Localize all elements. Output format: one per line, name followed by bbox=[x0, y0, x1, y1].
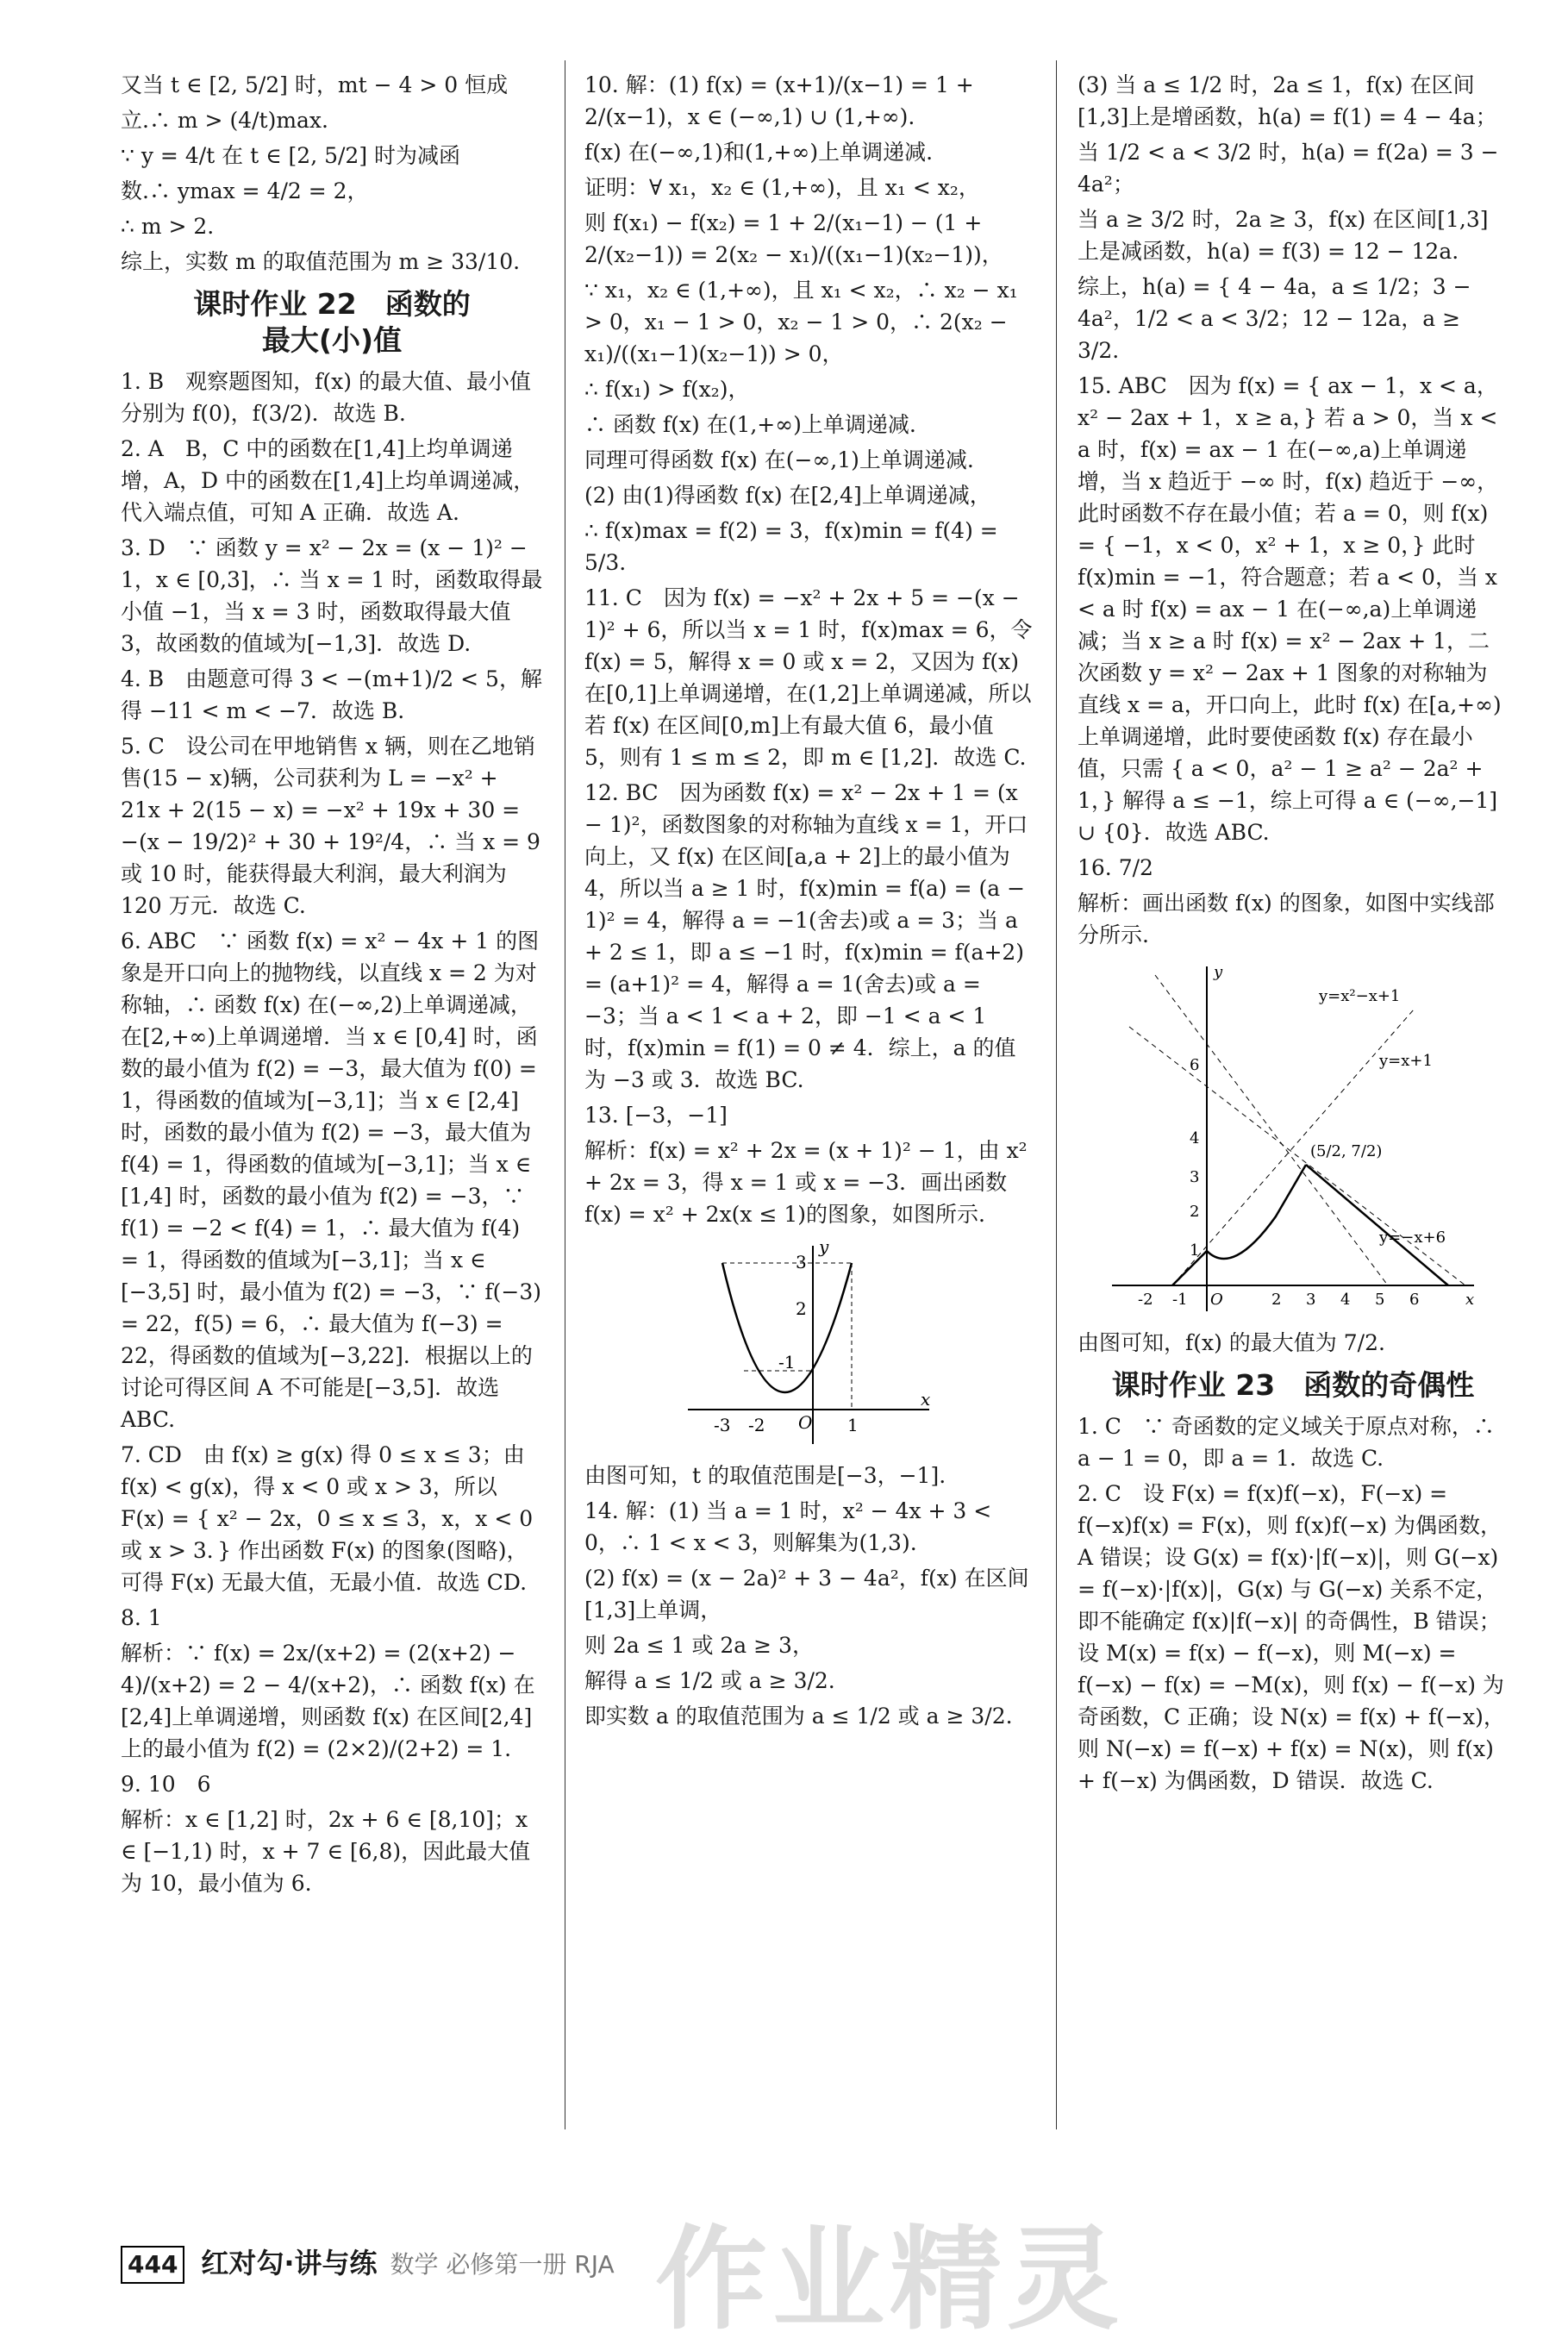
text-line: 数.∴ ymax = 4/2 = 2， bbox=[121, 178, 369, 203]
answer-item: 3. D ∵ 函数 y = x² − 2x = (x − 1)² − 1，x ∈ [0,3]，∴ 当 x = 1 时，函数取得最小值 −1，当 x = 3 时，函数取得最大值 3，故函数的值域为[−1,3]．故选 D. bbox=[121, 535, 543, 656]
section-title-23: 课时作业 23 函数的奇偶性 bbox=[1111, 1368, 1475, 1402]
answer-item: 当 1/2 < a < 3/2 时，h(a) = f(2a) = 3 − 4a²； bbox=[1078, 140, 1499, 197]
answer-item: (3) 当 a ≤ 1/2 时，2a ≤ 1，f(x) 在区间[1,3]上是增函数，h(a) = f(1) = 4 − 4a； bbox=[1078, 72, 1497, 129]
tick-label: 2 bbox=[1190, 1203, 1200, 1221]
solid-curve bbox=[1306, 1165, 1448, 1285]
tick-label: O bbox=[1210, 1291, 1223, 1309]
tick-label: 3 bbox=[1190, 1168, 1200, 1186]
tick-label: x bbox=[921, 1389, 931, 1410]
column-divider-2 bbox=[1056, 60, 1057, 2129]
tick-label: 6 bbox=[1409, 1291, 1420, 1309]
tick-label: 2 bbox=[1271, 1291, 1282, 1309]
page-number: 444 bbox=[121, 2246, 184, 2284]
curve-label: y=−x+6 bbox=[1379, 1229, 1446, 1247]
book-title: 数学 必修第一册 RJA bbox=[390, 2250, 615, 2279]
answer-item: 则 f(x₁) − f(x₂) = 1 + 2/(x₁−1) − (1 + 2/(x₂−1)) = 2(x₂ − x₁)/((x₁−1)(x₂−1))， bbox=[584, 210, 1003, 267]
tick-label: -1 bbox=[778, 1352, 796, 1372]
tick-label: 3 bbox=[1306, 1291, 1316, 1309]
answer-item: 解析：∵ f(x) = 2x/(x+2) = (2(x+2) − 4)/(x+2) = 2 − 4/(x+2)，∴ 函数 f(x) 在[2,4]上单调递增，则函数 f(x) 在区间[2,4]上的最小值为 f(2) = (2×2)/(2+2) = 1. bbox=[121, 1641, 535, 1761]
text-line: 又当 t ∈ [2, 5/2] 时，mt − 4 > 0 恒成 bbox=[121, 72, 509, 97]
answer-item: 13. [−3，−1] bbox=[584, 1103, 728, 1128]
point-label: (5/2, 7/2) bbox=[1310, 1142, 1383, 1160]
axis-label: x bbox=[1465, 1291, 1475, 1309]
answer-item: 由图可知，t 的取值范围是[−3，−1]. bbox=[584, 1463, 946, 1488]
answer-item: 7. CD 由 f(x) ≥ g(x) 得 0 ≤ x ≤ 3；由 f(x) < g(x)，得 x < 0 或 x > 3，所以 F(x) = { x² − 2x，0 ≤ x ≤ 3，x，x < 0 或 x > 3．} 作出函数 F(x) 的图象(图略)，可得 F(x) 无最大值，无最小值．故选 CD. bbox=[121, 1442, 534, 1595]
answer-item: 解析：x ∈ [1,2] 时，2x + 6 ∈ [8,10]；x ∈ [−1,1) 时，x + 7 ∈ [6,8)，因此最大值为 10，最小值为 6. bbox=[121, 1807, 531, 1896]
text-line: 综上，实数 m 的取值范围为 m ≥ 33/10. bbox=[121, 249, 521, 274]
tick-label: 1 bbox=[847, 1415, 859, 1435]
tick-label: 5 bbox=[1375, 1291, 1385, 1309]
tick-label: 4 bbox=[1190, 1129, 1200, 1147]
curve-label: y=x+1 bbox=[1379, 1052, 1433, 1070]
answer-item: 同理可得函数 f(x) 在(−∞,1)上单调递减. bbox=[584, 447, 974, 472]
brand-logo: 红对勾·讲与练 bbox=[201, 2247, 378, 2279]
solid-curve bbox=[1207, 1165, 1306, 1259]
answer-item: ∴ f(x)max = f(2) = 3，f(x)min = f(4) = 5/3. bbox=[584, 518, 998, 575]
tick-label: 1 bbox=[1190, 1241, 1200, 1260]
answer-item: 8. 1 bbox=[121, 1605, 162, 1630]
section-title-line1: 课时作业 22 函数的 bbox=[193, 287, 471, 321]
tick-label: -2 bbox=[1138, 1291, 1153, 1309]
answer-item: 6. ABC ∵ 函数 f(x) = x² − 4x + 1 的图象是开口向上的抛物线，以直线 x = 2 为对称轴，∴ 函数 f(x) 在(−∞,2)上单调递减，在[2,+∞)上单调递增．当 x ∈ [0,4] 时，函数的最小值为 f(2) = −3，最大值为 f(0) = 1，得函数的值域为[−3,1]；当 x ∈ [2,4] 时，函数的最小值为 f(2) = −3，最大值为 f(4) = 1，得函数的值域为[−3,1]；当 x ∈ [1,4] 时，函数的最小值为 f(2) = −3，∵ f(1) = −2 < f(4) = 1，∴ 最大值为 f(4) = 1，得函数的值域为[−3,1]；当 x ∈ [−3,5] 时，最小值为 f(2) = −3，∵ f(−3) = 22，f(5) = 6，∴ 最大值为 f(−3) = 22，得函数的值域为[−3,22]．根据以上的讨论可得区间 A 不可能是[−3,5]．故选 ABC. bbox=[121, 929, 542, 1432]
tick-label: -2 bbox=[748, 1415, 765, 1435]
column-2 bbox=[584, 69, 1033, 1735]
text-line: 立.∴ m > (4/t)max. bbox=[121, 108, 328, 133]
answer-item: 14. 解：(1) 当 a = 1 时，x² − 4x + 3 < 0，∴ 1 < x < 3，则解集为(1,3). bbox=[584, 1498, 992, 1555]
tick-label: -1 bbox=[1172, 1291, 1188, 1309]
curve-label: y=x²−x+1 bbox=[1319, 987, 1401, 1005]
section-title-line2: 最大(小)值 bbox=[261, 323, 403, 357]
answer-item: 12. BC 因为函数 f(x) = x² − 2x + 1 = (x − 1)²，函数图象的对称轴为直线 x = 1，开口向上，又 f(x) 在区间[a,a + 2]上的最小值为 4，所以当 a ≥ 1 时，f(x)min = f(a) = (a − 1)² = 4，解得 a = −1(舍去)或 a = 3；当 a + 2 ≤ 1，即 a ≤ −1 时，f(x)min = f(a+2) = (a+1)² = 4，解得 a = 1(舍去)或 a = −3；当 a < 1 < a + 2，即 −1 < a < 1 时，f(x)min = f(1) = 0 ≠ 4．综上，a 的值为 −3 或 3．故选 BC. bbox=[584, 780, 1028, 1092]
answer-item: (2) f(x) = (x − 2a)² + 3 − 4a²，f(x) 在区间[1,3]上单调， bbox=[584, 1566, 1029, 1623]
answer-item: 15. ABC 因为 f(x) = { ax − 1，x < a，x² − 2ax + 1，x ≥ a，} 若 a > 0，当 x < a 时，f(x) = ax − 1 在(−∞,a)上单调递增，当 x 趋近于 −∞ 时，f(x) 趋近于 −∞，此时函数不存在最小值；若 a = 0，则 f(x) = { −1，x < 0，x² + 1，x ≥ 0，} 此时 f(x)min = −1，符合题意；若 a < 0，当 x < a 时 f(x) = ax − 1 在(−∞,a)上单调递减；当 x ≥ a 时 f(x) = x² − 2ax + 1，二次函数 y = x² − 2ax + 1 图象的对称轴为直线 x = a，开口向上，此时 f(x) 在[a,+∞)上单调递增，此时要使函数 f(x) 存在最小值，只需 { a < 0，a² − 1 ≥ a² − 2a² + 1，} 解得 a ≤ −1，综上可得 a ∈ (−∞,−1] ∪ {0}．故选 ABC. bbox=[1078, 373, 1502, 845]
answer-item: 4. B 由题意可得 3 < −(m+1)/2 < 5，解得 −11 < m < −7．故选 B. bbox=[121, 666, 542, 723]
answer-item: ∴ 函数 f(x) 在(1,+∞)上单调递减. bbox=[584, 412, 916, 437]
parabola-curve bbox=[722, 1263, 852, 1392]
answer-item: 综上，h(a) = { 4 − 4a，a ≤ 1/2；3 − 4a²，1/2 < a < 3/2；12 − 12a，a ≥ 3/2. bbox=[1078, 274, 1471, 363]
answer-item: 1. C ∵ 奇函数的定义域关于原点对称，∴ a − 1 = 0，即 a = 1．故选 C. bbox=[1078, 1414, 1495, 1471]
graph-16 bbox=[1103, 958, 1483, 1320]
section-title-22 bbox=[121, 286, 543, 359]
watermark: 作业精灵 bbox=[655, 2214, 1125, 2345]
answer-item: f(x) 在(−∞,1)和(1,+∞)上单调递减. bbox=[584, 140, 934, 165]
axis-label: y bbox=[1214, 963, 1223, 981]
answer-item: 当 a ≥ 3/2 时，2a ≥ 3，f(x) 在区间[1,3]上是减函数，h(a) = f(3) = 12 − 12a. bbox=[1078, 207, 1489, 264]
answer-item: ∵ x₁，x₂ ∈ (1,+∞)，且 x₁ < x₂，∴ x₂ − x₁ > 0，x₁ − 1 > 0，x₂ − 1 > 0，∴ 2(x₂ − x₁)/((x₁−1)(x₂−1)) > 0， bbox=[584, 278, 1018, 366]
answer-item: 2. C 设 F(x) = f(x)f(−x)，F(−x) = f(−x)f(x) = F(x)，则 f(x)f(−x) 为偶函数，A 错误；设 G(x) = f(x)·|f(−x)|，则 G(−x) = f(−x)·|f(x)|，G(x) 与 G(−x) 关系不定，即不能确定 f(x)|f(−x)| 的奇偶性，B 错误；设 M(x) = f(x) − f(−x)，则 M(−x) = f(−x) − f(x) = −M(x)，则 f(x) − f(−x) 为奇函数，C 正确；设 N(x) = f(x) + f(−x)，则 N(−x) = f(−x) + f(x) = N(x)，则 f(x) + f(−x) 为偶函数，D 错误．故选 C. bbox=[1078, 1481, 1505, 1793]
answer-item: 由图可知，f(x) 的最大值为 7/2. bbox=[1078, 1330, 1385, 1355]
answer-item: 5. C 设公司在甲地销售 x 辆，则在乙地销售(15 − x)辆，公司获利为 L = −x² + 21x + 2(15 − x) = −x² + 19x + 30 = −(x − 19/2)² + 30 + 19²/4，∴ 当 x = 9 或 10 时，能获得最大利润，最大利润为 120 万元．故选 C. bbox=[121, 734, 540, 918]
answer-item: 解析：f(x) = x² + 2x = (x + 1)² − 1，由 x² + 2x = 3，得 x = 1 或 x = −3．画出函数 f(x) = x² + 2x(x ≤ 1)的图象，如图所示. bbox=[584, 1138, 1028, 1227]
text-line: ∵ y = 4/t 在 t ∈ [2, 5/2] 时为减函 bbox=[121, 143, 461, 168]
tick-label: 2 bbox=[796, 1298, 807, 1319]
footer bbox=[121, 2246, 615, 2284]
answer-item: 则 2a ≤ 1 或 2a ≥ 3， bbox=[584, 1633, 814, 1658]
answer-item: 16. 7/2 bbox=[1078, 855, 1153, 880]
graph-13 bbox=[679, 1237, 938, 1453]
tick-label: y bbox=[819, 1237, 829, 1257]
tick-label: 3 bbox=[796, 1252, 807, 1272]
answer-item: 9. 10 6 bbox=[121, 1772, 211, 1797]
tick-label: O bbox=[798, 1412, 813, 1433]
answer-item: 10. 解：(1) f(x) = (x+1)/(x−1) = 1 + 2/(x−1)，x ∈ (−∞,1) ∪ (1,+∞). bbox=[584, 72, 974, 129]
tick-label: 4 bbox=[1340, 1291, 1351, 1309]
answer-item: 解得 a ≤ 1/2 或 a ≥ 3/2. bbox=[584, 1668, 835, 1693]
answer-item: (2) 由(1)得函数 f(x) 在[2,4]上单调递减， bbox=[584, 483, 991, 508]
answer-item: 2. A B，C 中的函数在[1,4]上均单调递增，A，D 中的函数在[1,4]上均单调递减，代入端点值，可知 A 正确．故选 A. bbox=[121, 436, 535, 525]
answer-item: 1. B 观察题图知，f(x) 的最大值、最小值分别为 f(0)，f(3/2)．故选 B. bbox=[121, 369, 531, 426]
tick-label: -3 bbox=[714, 1415, 731, 1435]
column-3 bbox=[1078, 69, 1509, 1800]
text-line: ∴ m > 2. bbox=[121, 214, 215, 239]
column-1 bbox=[121, 69, 543, 1903]
answer-item: ∴ f(x₁) > f(x₂)， bbox=[584, 377, 750, 402]
tick-label: 6 bbox=[1190, 1056, 1200, 1074]
answer-item: 11. C 因为 f(x) = −x² + 2x + 5 = −(x − 1)² + 6，所以当 x = 1 时，f(x)max = 6，令 f(x) = 5，解得 x = 0 或 x = 2，又因为 f(x) 在[0,1]上单调递增，在(1,2]上单调递减，所以若 f(x) 在区间[0,m]上有最大值 6，最小值 5，则有 1 ≤ m ≤ 2，即 m ∈ [1,2]．故选 C. bbox=[584, 585, 1033, 770]
answer-item: 证明：∀ x₁，x₂ ∈ (1,+∞)，且 x₁ < x₂， bbox=[584, 175, 980, 200]
answer-item: 解析：画出函数 f(x) 的图象，如图中实线部分所示. bbox=[1078, 891, 1495, 947]
answer-item: 即实数 a 的取值范围为 a ≤ 1/2 或 a ≥ 3/2. bbox=[584, 1704, 1013, 1729]
